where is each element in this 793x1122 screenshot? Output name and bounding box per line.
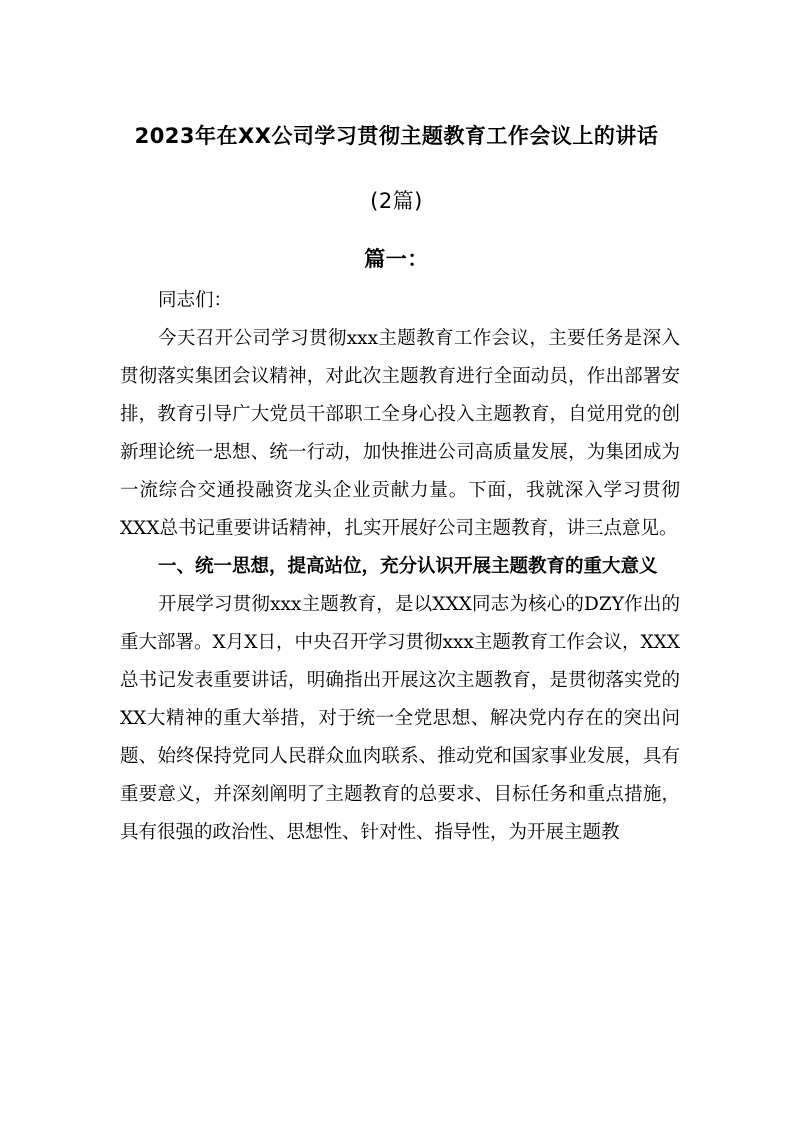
part-label: 篇一： bbox=[364, 247, 429, 271]
paragraph: 今天召开公司学习贯彻xxx主题教育工作会议，主要任务是深入贯彻落实集团会议精神，对此次主题教育进行全面动员，作出部署安排，教育引导广大党员干部职工全身心投入主题教育，自觉用党的创新理论统一思想、统一行动，加快推进公司高质量发展，为集团成为一流综合交通投融资龙头企业贡献力量。下面，我就深入学习贯彻XXX总书记重要讲话精神，扎实开展好公司主题教育，讲三点意见。 bbox=[120, 328, 680, 539]
section-heading: 一、统一思想，提高站位，充分认识开展主题教育的重大意义 bbox=[158, 556, 658, 577]
paragraph: 开展学习贯彻xxx主题教育，是以XXX同志为核心的DZY作出的重大部署。X月X日，中央召开学习贯彻xxx主题教育工作会议，XXX总书记发表重要讲话，明确指出开展这次主题教育，是贯彻落实党的XX大精神的重大举措，对于统一全党思想、解决党内存在的突出问题、始终保持党同人民群众血肉联系、推动党和国家事业发展，具有重要意义，并深刻阐明了主题教育的总要求、目标任务和重点措施，具有很强的政治性、思想性、针对性、指导性，为开展主题教 bbox=[120, 594, 680, 843]
document-body bbox=[120, 282, 680, 852]
document-subtitle: (2篇) bbox=[370, 189, 423, 213]
salutation: 同志们： bbox=[158, 290, 233, 311]
document-title: 2023年在XX公司学习贯彻主题教育工作会议上的讲话 bbox=[134, 124, 659, 148]
